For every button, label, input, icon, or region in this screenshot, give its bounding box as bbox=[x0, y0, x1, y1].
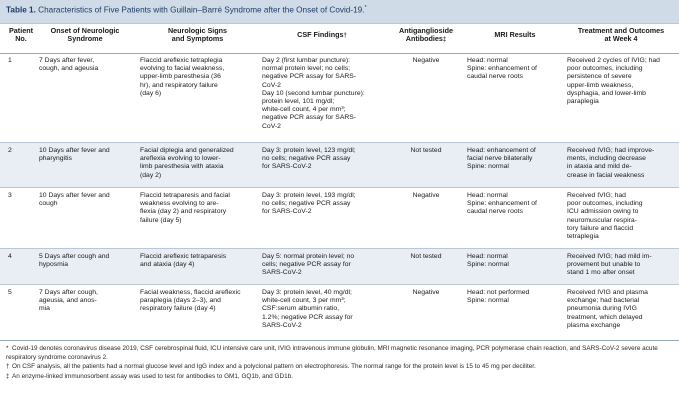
cell-onset-line: 10 Days after fever and bbox=[39, 192, 110, 199]
cell-treatment-line: upper-limb weakness, bbox=[567, 81, 634, 89]
cell-csf-line: negative PCR assay for SARS- bbox=[262, 114, 357, 122]
table-divider bbox=[0, 340, 679, 341]
cell-csf-line: Day 3: protein level, 193 mg/dl; bbox=[262, 192, 356, 199]
cell-treatment-line: paraplegia bbox=[567, 98, 599, 106]
cell-onset-line: cough, and ageusia bbox=[39, 65, 99, 73]
cell-antibodies: Not tested bbox=[410, 253, 442, 260]
cell-csf-line: negative PCR assay for SARS- bbox=[262, 73, 357, 81]
cell-csf-line: Day 2 (first lumbar puncture): bbox=[262, 57, 351, 64]
cell-mri bbox=[467, 57, 563, 82]
header-csf: CSF Findings† bbox=[297, 30, 347, 39]
cell-treatment-line: in ataxia and mild de- bbox=[567, 163, 632, 171]
cell-csf bbox=[262, 147, 388, 172]
cell-csf-line: for SARS-CoV-2 bbox=[262, 163, 312, 171]
cell-onset-line: 7 Days after fever, bbox=[39, 57, 95, 64]
cell-mri-line: Spine: normal bbox=[467, 261, 509, 269]
cell-mri-line: facial nerve bilaterally bbox=[467, 155, 533, 163]
cell-signs-line: Facial diplegia and generalized bbox=[140, 147, 234, 154]
cell-signs-line: areflexia evolving to lower- bbox=[140, 155, 221, 163]
cell-treatment bbox=[567, 147, 679, 180]
cell-csf bbox=[262, 253, 388, 278]
cell-antibodies: Negative bbox=[412, 289, 440, 296]
cell-csf-line: normal protein level; no cells; bbox=[262, 65, 351, 73]
cell-treatment-line: dysphagia, and lower-limb bbox=[567, 89, 646, 97]
cell-treatment-line: plasma exchange bbox=[567, 321, 621, 329]
cell-antibodies: Negative bbox=[412, 57, 440, 64]
cell-onset-line: 10 Days after fever and bbox=[39, 147, 110, 154]
cell-onset-line: hyposmia bbox=[39, 261, 69, 269]
cell-treatment-line: tory failure and flaccid bbox=[567, 224, 634, 232]
cell-mri-line: Head: normal bbox=[467, 253, 508, 260]
table-row bbox=[0, 143, 679, 188]
header-onset: Onset of Neurologic Syndrome bbox=[50, 26, 120, 44]
cell-signs-line: (day 6) bbox=[140, 89, 162, 97]
cell-signs-line: respiratory failure (day 4) bbox=[140, 305, 216, 313]
cell-signs bbox=[140, 192, 261, 225]
cell-treatment-line: ments, including decrease bbox=[567, 155, 646, 163]
cell-mri-line: caudal nerve roots bbox=[467, 208, 523, 216]
table-row bbox=[0, 249, 679, 285]
cell-csf-line: Day 10 (second lumbar puncture): bbox=[262, 89, 365, 97]
cell-csf-line: cells; negative PCR assay for bbox=[262, 261, 351, 269]
cell-onset-line: ageusia, and anos- bbox=[39, 297, 97, 305]
cell-mri bbox=[467, 253, 563, 269]
cell-signs-line: flexia (day 2) and respiratory bbox=[140, 208, 227, 216]
table-row bbox=[0, 53, 679, 143]
cell-patient-no: 2 bbox=[8, 147, 12, 154]
cell-signs-line: limb paresthesia with ataxia bbox=[140, 163, 224, 171]
cell-signs-line: failure (day 5) bbox=[140, 216, 182, 224]
cell-treatment-line: Received IVIG and plasma bbox=[567, 289, 648, 296]
footnotes bbox=[6, 345, 673, 382]
cell-signs-line: Facial weakness, flaccid areflexic bbox=[140, 289, 241, 296]
cell-onset-line: 7 Days after cough, bbox=[39, 289, 98, 296]
cell-mri bbox=[467, 147, 563, 172]
cell-signs bbox=[140, 253, 261, 269]
table-row bbox=[0, 188, 679, 249]
table-title-mark: * bbox=[364, 5, 367, 11]
cell-treatment-line: neuromuscular respira- bbox=[567, 216, 637, 224]
cell-signs-line: hr), and respiratory failure bbox=[140, 81, 218, 89]
cell-treatment bbox=[567, 253, 679, 278]
cell-csf-line: SARS-CoV-2 bbox=[262, 321, 302, 329]
cell-treatment bbox=[567, 289, 679, 330]
cell-csf-line: SARS-CoV-2 bbox=[262, 269, 302, 277]
cell-signs-line: Flaccid areflexic tetraplegia bbox=[140, 57, 223, 64]
cell-mri-line: caudal nerve roots bbox=[467, 73, 523, 81]
cell-mri bbox=[467, 289, 563, 305]
cell-treatment-line: treatment, which delayed bbox=[567, 313, 643, 321]
table-title-label: Table 1. bbox=[6, 5, 36, 15]
cell-signs-line: Flaccid tetraparesis and facial bbox=[140, 192, 230, 199]
cell-signs bbox=[140, 57, 261, 98]
cell-treatment-line: pneumonia during IVIG bbox=[567, 305, 637, 313]
header-treatment: Treatment and Outcomes at Week 4 bbox=[577, 26, 665, 44]
header-patient: Patient No. bbox=[9, 26, 33, 44]
cell-onset-line: mia bbox=[39, 305, 50, 313]
cell-csf-line: 1.2%; negative PCR assay for bbox=[262, 313, 353, 321]
cell-mri-line: Spine: normal bbox=[467, 163, 509, 171]
cell-treatment-line: Received 2 cycles of IVIG; had bbox=[567, 57, 660, 64]
cell-mri-line: Head: enhancement of bbox=[467, 147, 536, 154]
cell-treatment-line: Received IVIG; had bbox=[567, 192, 626, 199]
cell-patient-no: 3 bbox=[8, 192, 12, 199]
cell-treatment-line: Received IVIG; had mild im- bbox=[567, 253, 652, 260]
cell-onset-line: pharyngitis bbox=[39, 155, 72, 163]
cell-csf-line: CSF:serum albumin ratio, bbox=[262, 305, 340, 313]
cell-signs-line: weakness evolving to are- bbox=[140, 200, 219, 208]
cell-mri-line: Spine: enhancement of bbox=[467, 200, 537, 208]
cell-patient-no: 1 bbox=[8, 57, 12, 64]
cell-csf bbox=[262, 192, 388, 217]
cell-onset-line: 5 Days after cough and bbox=[39, 253, 110, 260]
cell-csf-line: protein level, 101 mg/dl; bbox=[262, 98, 335, 106]
cell-treatment-line: ICU admission owing to bbox=[567, 208, 639, 216]
cell-onset bbox=[39, 192, 137, 208]
cell-patient-no: 5 bbox=[8, 289, 12, 296]
footnote: † On CSF analysis, all the patients had a normal glucose level and IgG index and a polyclonal pattern on electrophoresis. The normal range for the protein level is 15 to 45 mg per deciliter. bbox=[6, 363, 536, 371]
table-header-row bbox=[0, 24, 679, 54]
cell-mri-line: Spine: enhancement of bbox=[467, 65, 537, 73]
header-mri: MRI Results bbox=[494, 30, 536, 39]
cell-treatment-line: poor outcomes, including bbox=[567, 65, 643, 73]
footnote: ‡ An enzyme-linked immunosorbent assay was used to test for antibodies to GM1, GQ1b, and GD1b. bbox=[6, 372, 293, 380]
cell-treatment-line: poor outcomes, including bbox=[567, 200, 643, 208]
cell-treatment-line: exchange; had bacterial bbox=[567, 297, 640, 305]
cell-treatment-line: persistence of severe bbox=[567, 73, 632, 81]
cell-signs-line: (day 2) bbox=[140, 171, 162, 179]
cell-mri-line: Spine: normal bbox=[467, 297, 509, 305]
cell-treatment-line: stand 1 mo after onset bbox=[567, 269, 635, 277]
table-row bbox=[0, 285, 679, 340]
cell-csf-line: Day 3: protein level, 123 mg/dl; bbox=[262, 147, 356, 154]
cell-mri bbox=[467, 192, 563, 217]
cell-csf-line: Day 3: protein level, 40 mg/dl; bbox=[262, 289, 352, 296]
cell-treatment bbox=[567, 192, 679, 241]
cell-onset bbox=[39, 57, 137, 73]
cell-csf-line: Day 5: normal protein level; no bbox=[262, 253, 355, 260]
cell-mri-line: Head: normal bbox=[467, 192, 508, 199]
cell-treatment-line: provement but unable to bbox=[567, 261, 641, 269]
cell-patient-no: 4 bbox=[8, 253, 12, 260]
cell-treatment bbox=[567, 57, 679, 106]
cell-csf-line: CoV-2 bbox=[262, 122, 281, 130]
cell-csf bbox=[262, 57, 388, 131]
table-title-text: Characteristics of Five Patients with Guillain–Barré Syndrome after the Onset of Covid-19. bbox=[38, 5, 365, 15]
cell-signs bbox=[140, 289, 261, 314]
cell-csf bbox=[262, 289, 388, 330]
cell-csf-line: no cells; negative PCR assay bbox=[262, 155, 351, 163]
cell-signs-line: and ataxia (day 4) bbox=[140, 261, 195, 269]
cell-treatment-line: Received IVIG; had improve- bbox=[567, 147, 655, 154]
cell-signs-line: upper-limb paresthesia (36 bbox=[140, 73, 221, 81]
cell-onset bbox=[39, 147, 137, 163]
header-signs: Neurologic Signs and Symptoms bbox=[167, 26, 228, 44]
cell-signs bbox=[140, 147, 261, 180]
cell-csf-line: CoV-2 bbox=[262, 81, 281, 89]
cell-csf-line: white-cell count, 3 per mm³; bbox=[262, 297, 346, 305]
cell-signs-line: Flaccid areflexic tetraparesis bbox=[140, 253, 227, 260]
cell-signs-line: paraplegia (days 2–3), and bbox=[140, 297, 221, 305]
cell-onset bbox=[39, 253, 137, 269]
table-title bbox=[0, 0, 679, 24]
footnote: * Covid-19 denotes coronavirus disease 2019, CSF cerebrospinal fluid, ICU intensive care unit, IVIG intravenous immune globulin, MRI magnetic resonance imaging, PCR polymerase chain reaction, and SARS-CoV-2 severe acute respiratory syndrome coronavirus 2. bbox=[6, 345, 658, 361]
cell-mri-line: Head: not performed bbox=[467, 289, 530, 296]
header-antibodies: Antiganglioside Antibodies‡ bbox=[399, 26, 453, 44]
cell-treatment-line: tetraplegia bbox=[567, 233, 599, 241]
cell-csf-line: for SARS-CoV-2 bbox=[262, 208, 312, 216]
cell-mri-line: Head: normal bbox=[467, 57, 508, 64]
cell-onset-line: cough bbox=[39, 200, 58, 208]
cell-csf-line: no cells; negative PCR assay bbox=[262, 200, 351, 208]
cell-antibodies: Not tested bbox=[410, 147, 442, 154]
cell-treatment-line: crease in facial weakness bbox=[567, 171, 645, 179]
cell-signs-line: evolving to facial weakness, bbox=[140, 65, 225, 73]
cell-antibodies: Negative bbox=[412, 192, 440, 199]
cell-onset bbox=[39, 289, 137, 314]
cell-csf-line: white-cell count, 4 per mm³; bbox=[262, 106, 346, 114]
